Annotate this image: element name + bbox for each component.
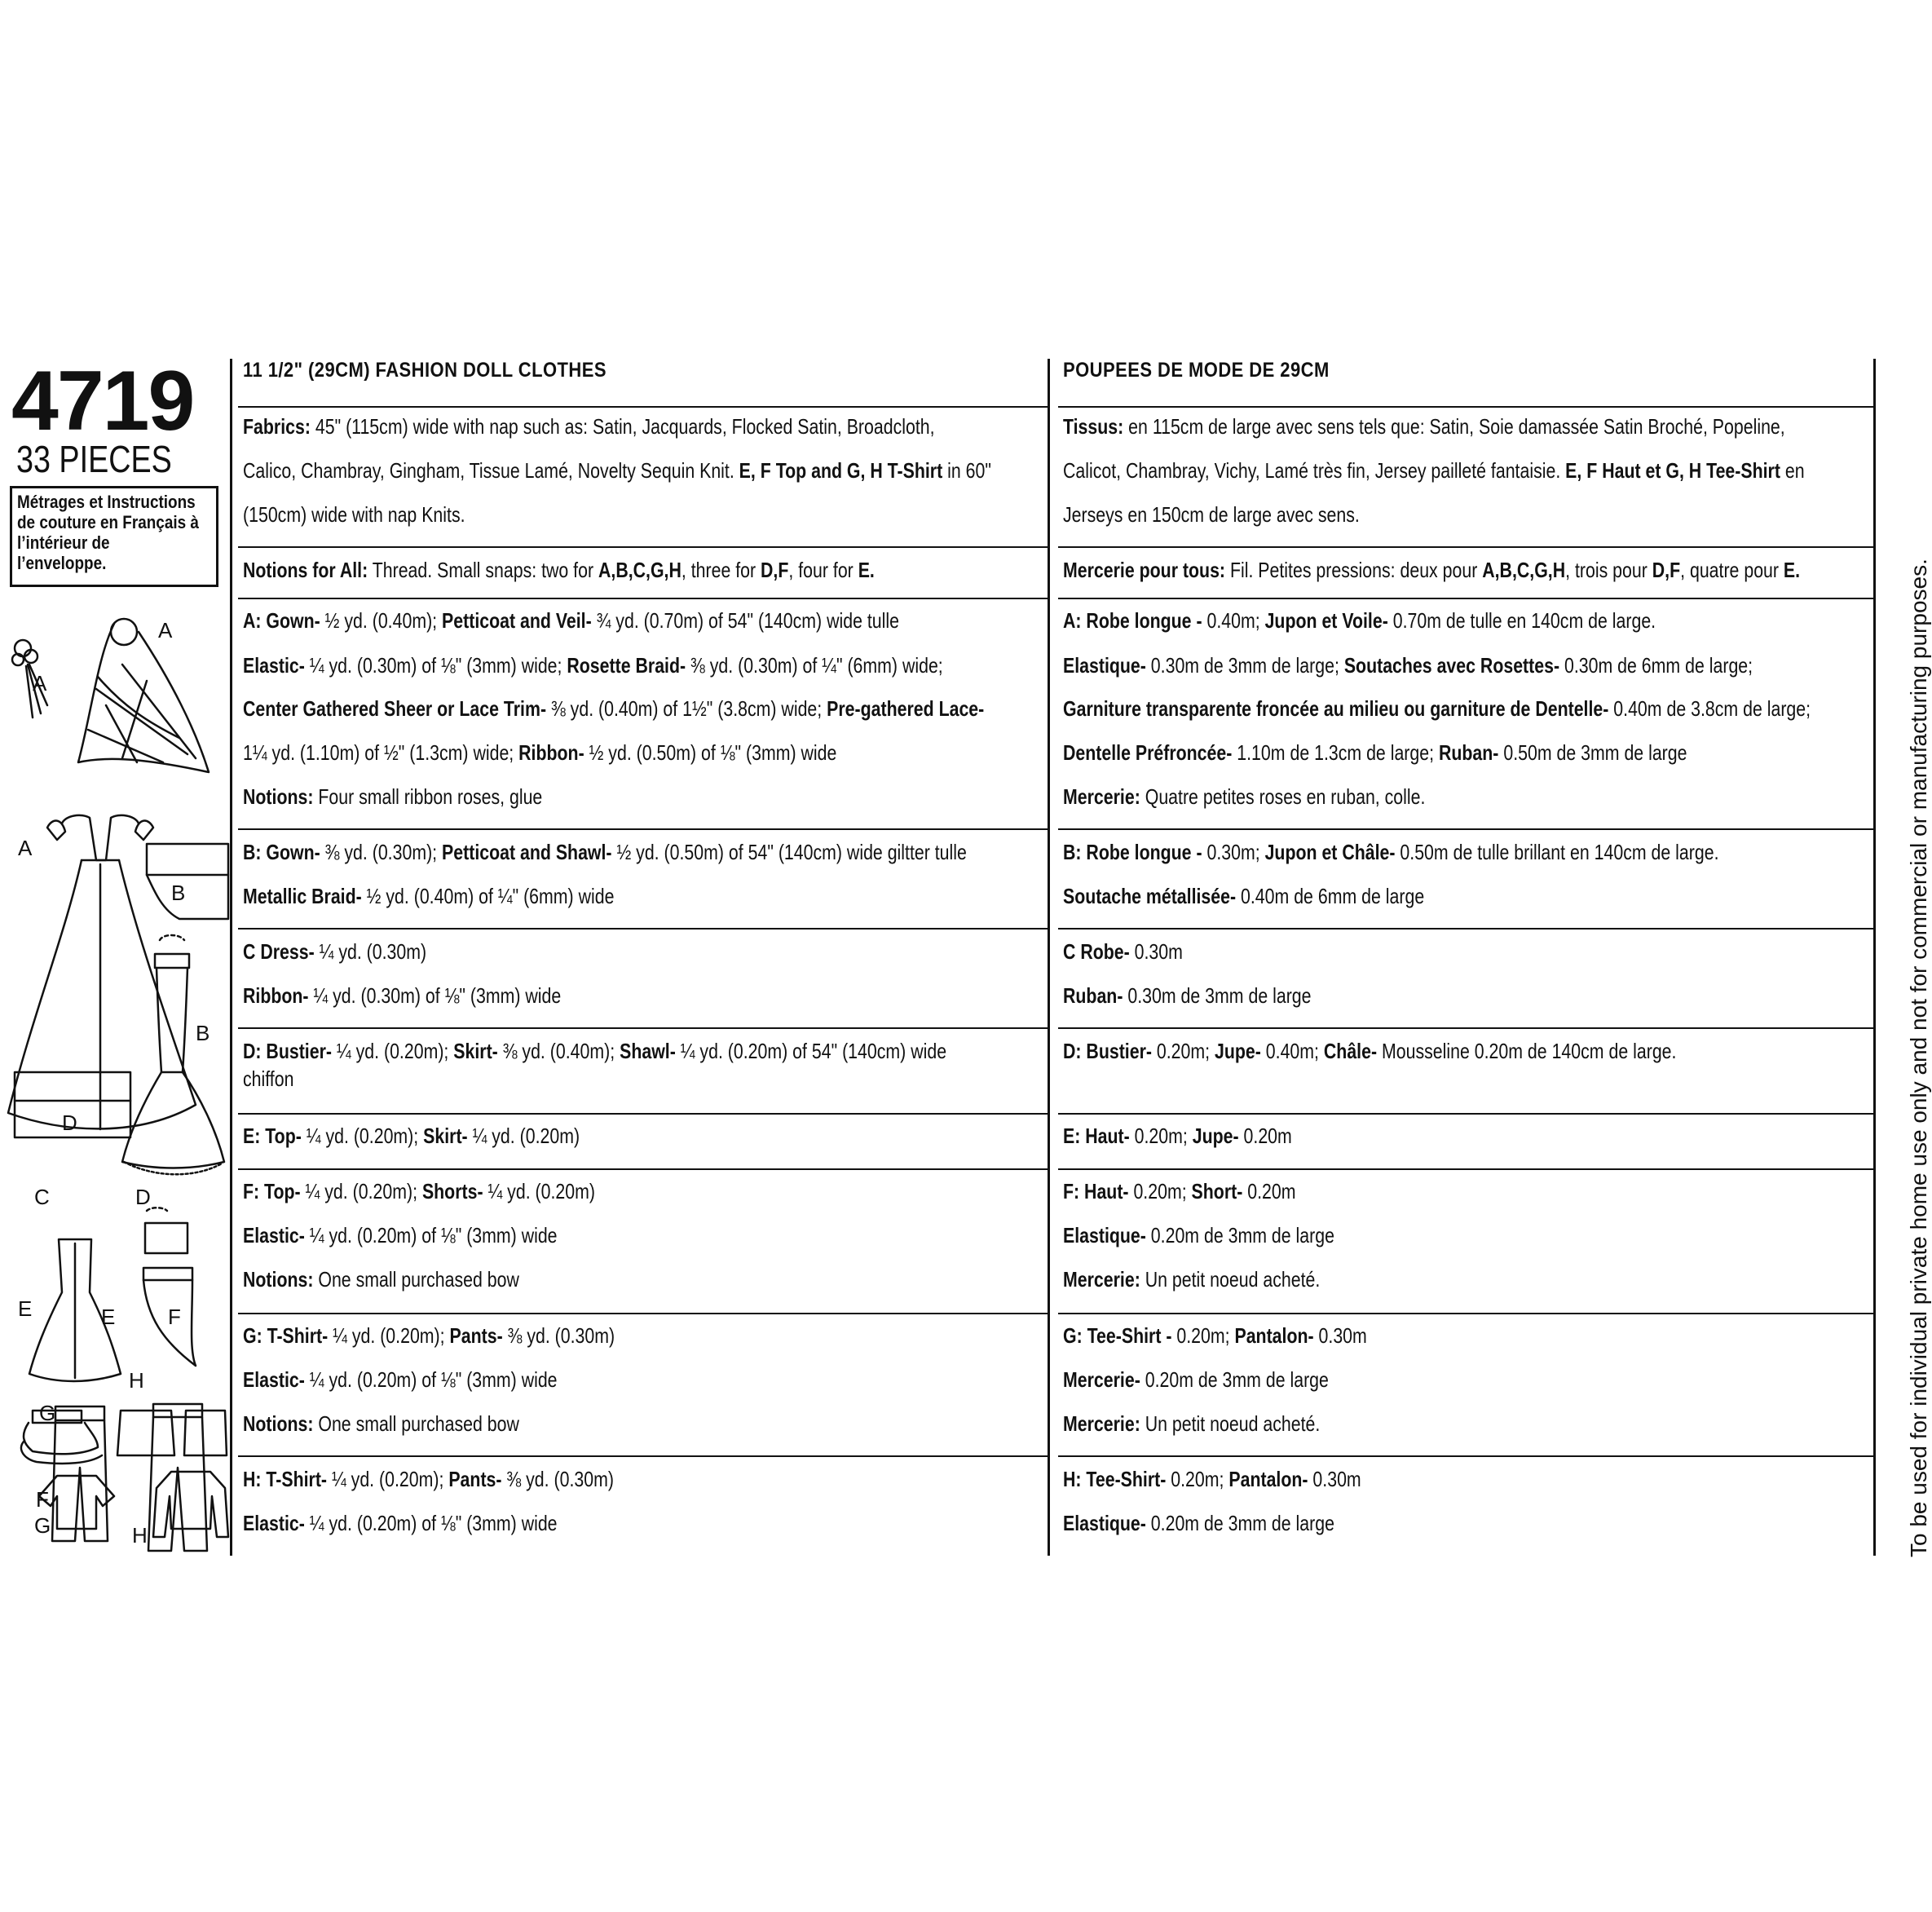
left-column xyxy=(0,354,232,1556)
requirement-text: 0.20m de 3mm de large xyxy=(1145,1511,1334,1535)
requirement-label: C Dress- xyxy=(243,939,315,964)
requirement-text: 0.30m de 3mm de large; xyxy=(1145,653,1344,678)
requirement-label: Ribbon- xyxy=(518,740,584,765)
requirement-text: ¼ yd. (0.30m) of ⅛" (3mm) wide; xyxy=(304,653,567,678)
requirement-label: Fabrics: xyxy=(243,414,311,439)
section-divider xyxy=(238,1455,1048,1457)
requirement-label: Elastic- xyxy=(243,1223,305,1247)
requirement-line xyxy=(1063,983,1312,1009)
requirement-label: Soutaches avec Rosettes- xyxy=(1343,653,1560,678)
requirement-line xyxy=(243,784,542,810)
requirement-label: Mercerie pour tous: xyxy=(1063,558,1226,582)
requirement-text: 0.20m de 3mm de large xyxy=(1140,1367,1329,1392)
requirement-label: A,B,C,G,H xyxy=(598,558,681,582)
requirement-text: en 115cm de large avec sens tels que: Satin, Soie damassée Satin Broché, Popeline, xyxy=(1123,414,1785,439)
requirement-line xyxy=(1063,1223,1334,1248)
requirement-text: ¼ yd. (0.20m) of ⅛" (3mm) wide xyxy=(304,1511,558,1535)
requirement-text: ¼ yd. (0.20m); xyxy=(327,1467,449,1491)
requirement-label: Soutache métallisée- xyxy=(1063,884,1237,908)
requirement-label: Elastic- xyxy=(243,653,305,678)
mermaid-gown-illustration-b xyxy=(122,935,224,1174)
requirement-label: Center Gathered Sheer or Lace Trim- xyxy=(243,696,547,721)
section-divider xyxy=(1058,1455,1873,1457)
requirement-line xyxy=(243,653,943,678)
requirement-line xyxy=(1063,784,1425,810)
requirement-label: Jupon et Voile- xyxy=(1264,608,1388,633)
requirement-label: D: Bustier- xyxy=(1063,1039,1152,1063)
section-divider xyxy=(238,406,1048,408)
requirement-text: Jerseys en 150cm de large avec sens. xyxy=(1063,502,1360,527)
english-requirements xyxy=(230,359,1050,1556)
requirement-text: ½ yd. (0.40m); xyxy=(320,608,443,633)
requirement-label: Pantalon- xyxy=(1228,1467,1308,1491)
piece-count: 33 PIECES xyxy=(16,438,172,480)
requirement-line xyxy=(243,696,984,722)
requirement-label: Elastique- xyxy=(1063,653,1146,678)
requirement-line xyxy=(1063,1179,1296,1204)
view-label: F xyxy=(36,1487,49,1512)
requirement-text: ¼ yd. (0.20m) of ⅛" (3mm) wide xyxy=(304,1367,558,1392)
requirement-text: 0.50m de tulle brillant en 140cm de large. xyxy=(1395,840,1719,864)
requirement-text: 0.30m; xyxy=(1202,840,1265,864)
requirement-text: ⅜ yd. (0.30m) of ¼" (6mm) wide; xyxy=(686,653,943,678)
requirement-text: , trois pour xyxy=(1565,558,1652,582)
requirement-line xyxy=(243,458,991,484)
requirement-text: ½ yd. (0.50m) of 54" (140cm) wide giltter tulle xyxy=(611,840,967,864)
requirement-text: , quatre pour xyxy=(1680,558,1784,582)
requirement-text: ¼ yd. (0.30m) xyxy=(314,939,427,964)
requirement-label: Rosette Braid- xyxy=(567,653,686,678)
requirement-text: 0.20m xyxy=(1238,1124,1292,1148)
section-divider xyxy=(1058,598,1873,599)
requirement-text: ½ yd. (0.40m) of ¼" (6mm) wide xyxy=(361,884,615,908)
requirement-text: Un petit noeud acheté. xyxy=(1140,1411,1321,1436)
bustier-illustration-d xyxy=(143,1208,196,1366)
view-label: H xyxy=(129,1368,144,1393)
requirement-text: Un petit noeud acheté. xyxy=(1140,1267,1321,1292)
requirement-text: 0.30m xyxy=(1313,1323,1367,1348)
requirement-text: , three for xyxy=(681,558,761,582)
requirement-label: E: Top- xyxy=(243,1124,302,1148)
shawl-illustration-b xyxy=(147,844,228,919)
requirement-line xyxy=(1063,740,1687,766)
requirement-label: Dentelle Préfroncée- xyxy=(1063,740,1233,765)
requirement-text: 0.40m de 3.8cm de large; xyxy=(1608,696,1811,721)
requirement-text: 0.20m; xyxy=(1128,1179,1192,1203)
requirement-line xyxy=(1063,1124,1292,1149)
requirement-text: ⅜ yd. (0.40m) of 1½" (3.8cm) wide; xyxy=(546,696,827,721)
section-divider xyxy=(1058,928,1873,930)
requirement-label: Notions: xyxy=(243,1411,314,1436)
requirement-line xyxy=(1063,1511,1334,1536)
section-divider xyxy=(1058,406,1873,408)
requirement-label: Elastique- xyxy=(1063,1223,1146,1247)
requirement-text: Fil. Petites pressions: deux pour xyxy=(1225,558,1483,582)
french-note-line: l’enveloppe. xyxy=(17,553,107,573)
requirement-label: Notions for All: xyxy=(243,558,368,582)
section-divider xyxy=(1058,546,1873,548)
requirement-text: Calico, Chambray, Gingham, Tissue Lamé, Novelty Sequin Knit. xyxy=(243,458,739,483)
view-label: C xyxy=(34,1185,50,1209)
requirement-text: ¼ yd. (0.20m); xyxy=(301,1124,424,1148)
section-divider xyxy=(238,546,1048,548)
requirement-text: Four small ribbon roses, glue xyxy=(313,784,543,809)
requirement-label: Pants- xyxy=(448,1467,502,1491)
requirement-line xyxy=(243,608,899,634)
french-instructions-note xyxy=(10,486,218,587)
requirement-label: A: Robe longue - xyxy=(1063,608,1202,633)
requirement-text: Calicot, Chambray, Vichy, Lamé très fin, Jersey pailleté fantaisie. xyxy=(1063,458,1566,483)
english-title: 11 1/2" (29CM) FASHION DOLL CLOTHES xyxy=(243,359,607,382)
requirement-label: Elastic- xyxy=(243,1367,305,1392)
requirement-text: 0.20m xyxy=(1242,1179,1296,1203)
requirement-label: E, F Haut et G, H Tee-Shirt xyxy=(1565,458,1780,483)
requirement-line xyxy=(1063,1267,1320,1292)
section-divider xyxy=(1058,1313,1873,1314)
section-divider xyxy=(1058,1027,1873,1029)
requirement-line xyxy=(243,1511,558,1536)
requirement-text: ¼ yd. (0.20m) xyxy=(483,1179,596,1203)
requirement-text: One small purchased bow xyxy=(313,1411,519,1436)
requirement-line xyxy=(243,740,836,766)
requirement-line xyxy=(1063,558,1800,583)
requirement-label: Tissus: xyxy=(1063,414,1124,439)
requirement-text: 0.40m; xyxy=(1260,1039,1324,1063)
requirement-line xyxy=(1063,1411,1320,1437)
french-title: POUPEES DE MODE DE 29CM xyxy=(1063,359,1330,382)
requirement-label: Pre-gathered Lace- xyxy=(827,696,985,721)
requirement-label: Garniture transparente froncée au milieu ou garniture de Dentelle- xyxy=(1063,696,1609,721)
requirement-text: ½ yd. (0.50m) of ⅛" (3mm) wide xyxy=(584,740,837,765)
requirement-text: 0.50m de 3mm de large xyxy=(1498,740,1687,765)
view-label: F xyxy=(168,1305,181,1329)
requirement-line xyxy=(1063,502,1360,528)
requirement-label: F: Top- xyxy=(243,1179,301,1203)
requirement-label: H: T-Shirt- xyxy=(243,1467,328,1491)
requirement-line xyxy=(1063,414,1785,439)
requirement-line xyxy=(243,502,465,528)
requirement-label: Jupe- xyxy=(1192,1124,1239,1148)
section-divider xyxy=(238,1113,1048,1115)
requirement-line xyxy=(243,558,875,583)
requirement-line xyxy=(1063,1367,1329,1393)
requirement-label: A: Gown- xyxy=(243,608,320,633)
requirement-label: E, F Top and G, H T-Shirt xyxy=(739,458,943,483)
requirement-line xyxy=(243,1467,614,1492)
requirement-line xyxy=(1063,1467,1361,1492)
requirement-label: Pantalon- xyxy=(1234,1323,1314,1348)
requirement-line xyxy=(243,1267,519,1292)
requirement-label: Short- xyxy=(1191,1179,1243,1203)
requirement-text: Mousseline 0.20m de 140cm de large. xyxy=(1377,1039,1677,1063)
requirement-label: Metallic Braid- xyxy=(243,884,362,908)
requirement-text: ¼ yd. (0.30m) of ⅛" (3mm) wide xyxy=(308,983,562,1008)
requirement-text: Quatre petites roses en ruban, colle. xyxy=(1140,784,1426,809)
requirement-label: D: Bustier- xyxy=(243,1039,332,1063)
requirement-label: Pants- xyxy=(449,1323,503,1348)
requirement-text: 0.40m; xyxy=(1202,608,1265,633)
requirement-text: ¼ yd. (0.20m) of ⅛" (3mm) wide xyxy=(304,1223,558,1247)
requirement-text: 0.20m; xyxy=(1129,1124,1193,1148)
requirement-text: ¼ yd. (0.20m); xyxy=(300,1179,422,1203)
requirement-label: B: Gown- xyxy=(243,840,320,864)
requirement-text: 0.20m de 3mm de large xyxy=(1145,1223,1334,1247)
requirement-text: 0.70m de tulle en 140cm de large. xyxy=(1387,608,1656,633)
requirement-text: 0.30m xyxy=(1129,939,1183,964)
section-divider xyxy=(1058,1113,1873,1115)
requirement-label: Ribbon- xyxy=(243,983,309,1008)
requirement-label: B: Robe longue - xyxy=(1063,840,1202,864)
requirement-label: Elastic- xyxy=(243,1511,305,1535)
requirement-label: Skirt- xyxy=(423,1124,468,1148)
section-divider xyxy=(1058,828,1873,830)
section-divider xyxy=(238,1168,1048,1170)
view-label: E xyxy=(101,1305,116,1329)
requirement-text: One small purchased bow xyxy=(313,1267,519,1292)
view-label: B xyxy=(196,1021,210,1045)
section-divider xyxy=(238,598,1048,599)
requirement-label: G: T-Shirt- xyxy=(243,1323,329,1348)
requirement-line xyxy=(1063,608,1656,634)
requirement-text: ⅜ yd. (0.40m); xyxy=(497,1039,620,1063)
requirement-text: 0.30m de 6mm de large; xyxy=(1559,653,1753,678)
requirement-text: ⅜ yd. (0.30m); xyxy=(320,840,443,864)
requirement-text: 0.20m; xyxy=(1151,1039,1215,1063)
requirement-text: ¼ yd. (0.20m) xyxy=(467,1124,580,1148)
requirement-label: C Robe- xyxy=(1063,939,1130,964)
requirement-label: Jupe- xyxy=(1215,1039,1261,1063)
view-label: E xyxy=(18,1296,33,1321)
requirement-text: 1¼ yd. (1.10m) of ½" (1.3cm) wide; xyxy=(243,740,519,765)
requirement-text: , four for xyxy=(788,558,858,582)
view-label: G xyxy=(34,1513,51,1538)
requirement-text: ⅜ yd. (0.30m) xyxy=(501,1467,614,1491)
requirement-text: 45" (115cm) wide with nap such as: Satin, Jacquards, Flocked Satin, Broadcloth, xyxy=(310,414,935,439)
requirement-line xyxy=(243,1367,558,1393)
requirement-label: Petticoat and Shawl- xyxy=(442,840,612,864)
section-divider xyxy=(238,1313,1048,1314)
requirement-label: Mercerie: xyxy=(1063,1411,1140,1436)
requirement-label: F: Haut- xyxy=(1063,1179,1129,1203)
requirement-text: chiffon xyxy=(243,1066,294,1091)
requirement-line xyxy=(243,1411,519,1437)
requirement-label: Ruban- xyxy=(1438,740,1499,765)
requirement-label: E: Haut- xyxy=(1063,1124,1130,1148)
requirement-label: E. xyxy=(1783,558,1801,582)
requirement-text: 0.30m xyxy=(1308,1467,1361,1491)
view-label: B xyxy=(171,881,186,905)
gown-illustration-a xyxy=(8,815,196,1129)
requirement-line xyxy=(243,1066,293,1092)
requirement-line xyxy=(1063,696,1811,722)
requirement-label: Elastique- xyxy=(1063,1511,1146,1535)
requirement-label: Petticoat and Veil- xyxy=(442,608,592,633)
section-divider xyxy=(238,1027,1048,1029)
usage-disclaimer: To be used for individual private home use only and not for commercial or manufacturing purposes. xyxy=(1906,559,1931,1557)
requirement-line xyxy=(1063,1039,1676,1064)
requirement-label: Mercerie- xyxy=(1063,1367,1140,1392)
requirement-label: A,B,C,G,H xyxy=(1482,558,1566,582)
requirement-line xyxy=(243,939,426,965)
french-note-line: de couture en Français à xyxy=(17,512,199,532)
requirement-label: D,F xyxy=(1652,558,1681,582)
requirement-text: in 60" xyxy=(942,458,991,483)
requirement-label: Shawl- xyxy=(620,1039,676,1063)
requirement-text: 0.30m de 3mm de large xyxy=(1123,983,1312,1008)
requirement-label: Mercerie: xyxy=(1063,1267,1140,1292)
requirement-label: Notions: xyxy=(243,784,314,809)
requirement-label: Notions: xyxy=(243,1267,314,1292)
requirement-label: D,F xyxy=(761,558,789,582)
french-requirements xyxy=(1050,359,1876,1556)
french-note-line: Métrages et Instructions xyxy=(17,492,196,512)
requirement-line xyxy=(243,840,967,865)
requirement-text: ⅜ yd. (0.30m) xyxy=(502,1323,615,1348)
requirement-label: E. xyxy=(858,558,875,582)
requirement-label: Skirt- xyxy=(453,1039,498,1063)
requirement-label: Mercerie: xyxy=(1063,784,1140,809)
view-label: A xyxy=(158,618,173,642)
requirement-text: 0.20m; xyxy=(1171,1323,1235,1348)
view-label: A xyxy=(18,836,33,860)
requirement-line xyxy=(243,983,561,1009)
requirement-text: Thread. Small snaps: two for xyxy=(368,558,598,582)
view-label: G xyxy=(39,1401,56,1425)
requirement-label: Ruban- xyxy=(1063,983,1123,1008)
section-divider xyxy=(238,928,1048,930)
requirement-label: Shorts- xyxy=(421,1179,483,1203)
requirement-text: (150cm) wide with nap Knits. xyxy=(243,502,465,527)
requirement-line xyxy=(243,414,935,439)
requirement-label: Jupon et Châle- xyxy=(1264,840,1396,864)
french-note-line: l’intérieur de xyxy=(17,532,110,553)
pattern-number: 4719 xyxy=(11,354,194,448)
requirement-label: Châle- xyxy=(1323,1039,1378,1063)
requirement-label: G: Tee-Shirt - xyxy=(1063,1323,1172,1348)
view-label: D xyxy=(62,1111,77,1135)
requirement-label: H: Tee-Shirt- xyxy=(1063,1467,1167,1491)
requirement-line xyxy=(1063,840,1719,865)
requirement-line xyxy=(1063,939,1183,965)
requirement-line xyxy=(243,884,614,909)
requirement-line xyxy=(1063,653,1753,678)
requirement-text: ¼ yd. (0.20m); xyxy=(331,1039,454,1063)
requirement-line xyxy=(1063,884,1424,909)
requirement-line xyxy=(243,1323,615,1349)
requirement-text: en xyxy=(1780,458,1805,483)
requirement-text: 0.40m de 6mm de large xyxy=(1236,884,1425,908)
requirement-line xyxy=(243,1039,946,1064)
requirement-line xyxy=(243,1179,595,1204)
requirement-text: 1.10m de 1.3cm de large; xyxy=(1232,740,1439,765)
section-divider xyxy=(238,828,1048,830)
view-label: D xyxy=(135,1185,151,1209)
section-divider xyxy=(1058,1168,1873,1170)
requirement-text: ¼ yd. (0.20m); xyxy=(328,1323,450,1348)
requirement-text: ¾ yd. (0.70m) of 54" (140cm) wide tulle xyxy=(591,608,899,633)
requirement-line xyxy=(1063,1323,1367,1349)
view-label: H xyxy=(132,1523,148,1548)
view-label: A xyxy=(33,671,47,695)
requirement-text: 0.20m; xyxy=(1166,1467,1229,1491)
requirement-line xyxy=(1063,458,1805,484)
requirement-line xyxy=(243,1124,580,1149)
requirement-text: ¼ yd. (0.20m) of 54" (140cm) wide xyxy=(675,1039,947,1063)
requirement-line xyxy=(243,1223,558,1248)
